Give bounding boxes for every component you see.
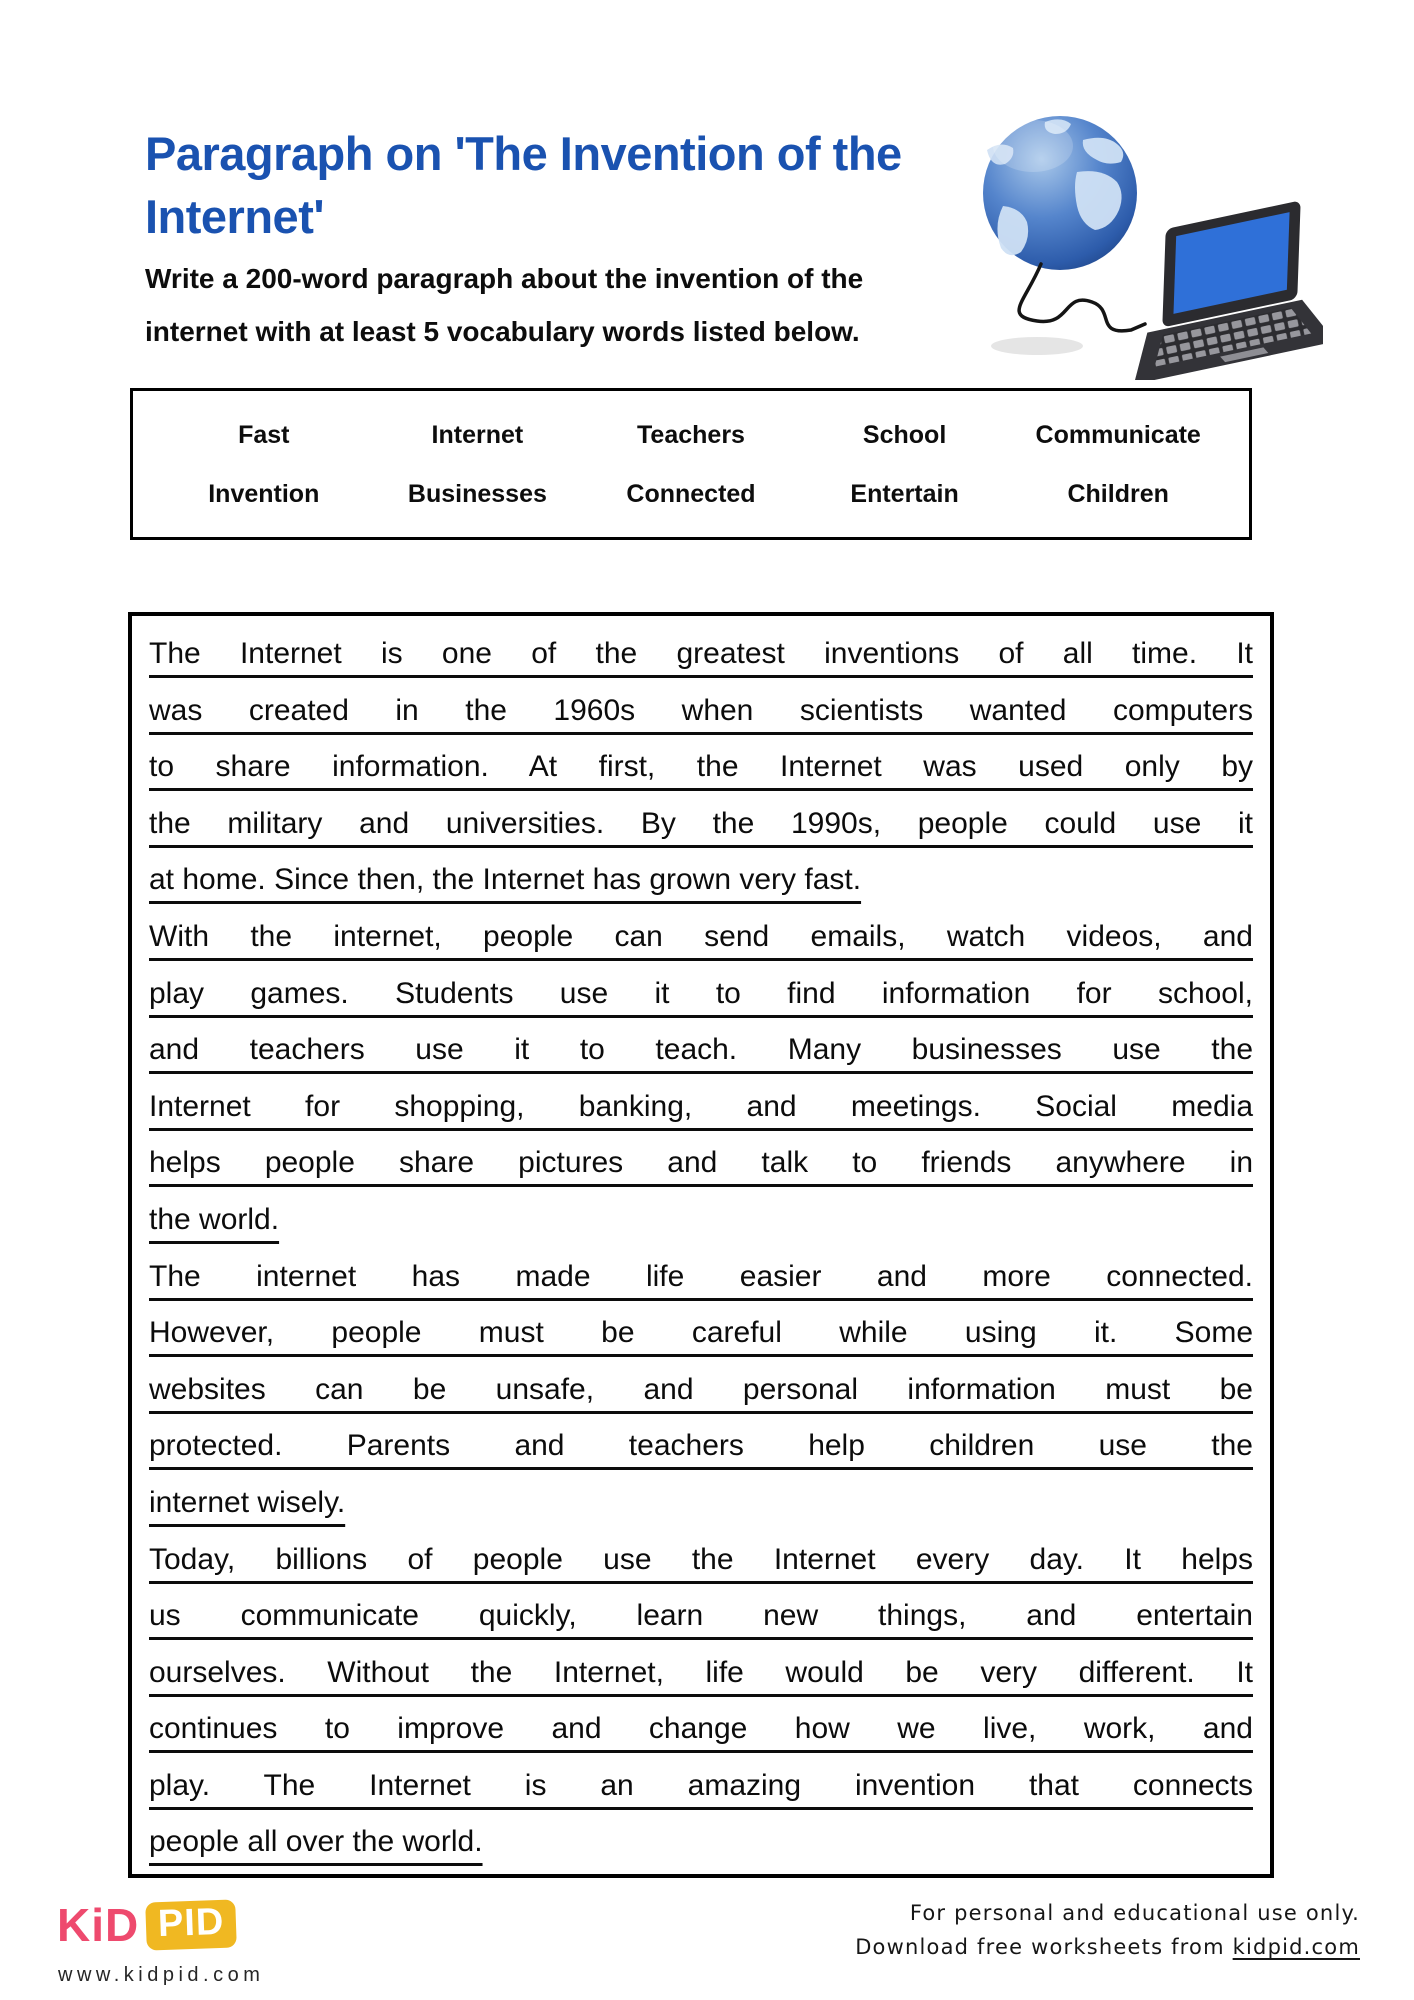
vocab-word: Internet — [431, 421, 524, 449]
essay-line: The Internet is one of the greatest inventions of all time. It — [149, 637, 1253, 670]
vocabulary-box — [130, 388, 1252, 540]
page-title-line: Internet' — [145, 190, 325, 243]
vocab-word: School — [862, 421, 947, 449]
essay-line: the military and universities. By the 1990s, people could use it — [149, 806, 1253, 840]
essay-line: Internet for shopping, banking, and meetings. Social media — [149, 1089, 1253, 1123]
footer-notice-line2 — [855, 1930, 1360, 1964]
essay-line: play games. Students use it to find information for school, — [149, 976, 1253, 1010]
footer-notice-line2-text: Download free worksheets from — [855, 1935, 1233, 1959]
vocab-word: Invention — [208, 480, 320, 508]
essay-text — [149, 626, 1253, 1871]
essay-line: websites can be unsafe, and personal information must be — [149, 1372, 1253, 1406]
footer-notice-line1: For personal and educational use only. — [909, 1901, 1360, 1925]
essay-line: continues to improve and change how we live, work, and — [149, 1712, 1253, 1746]
essay-line: ourselves. Without the Internet, life would be very different. It — [149, 1655, 1253, 1689]
vocab-word: Children — [1067, 480, 1169, 508]
essay-line: us communicate quickly, learn new things, and entertain — [149, 1599, 1253, 1633]
essay-line: people all over the world. — [149, 1825, 483, 1859]
vocab-word: Teachers — [637, 421, 745, 449]
footer-notice — [855, 1896, 1360, 1964]
essay-line: internet wisely. — [149, 1485, 346, 1519]
essay-line: With the internet, people can send emails, watch videos, and — [149, 919, 1253, 953]
kidpid-link[interactable]: kidpid.com — [1232, 1935, 1360, 1959]
essay-line: The internet has made life easier and more connected. — [149, 1259, 1253, 1293]
kidpid-logo — [57, 1898, 237, 1952]
cable-line — [1019, 264, 1145, 331]
essay-line: play. The Internet is an amazing invention that connects — [149, 1768, 1253, 1802]
essay-line: and teachers use it to teach. Many businesses use the — [149, 1033, 1253, 1067]
essay-line: to share information. At first, the Internet was used only by — [149, 750, 1253, 784]
globe-icon — [983, 116, 1137, 355]
essay-line: However, people must be careful while using it. Some — [149, 1316, 1253, 1350]
essay-box — [128, 612, 1274, 1878]
essay-line: at home. Since then, the Internet has grown very fast. — [149, 863, 862, 897]
kidpid-logo-kid: KiD — [57, 1899, 140, 1951]
essay-line: protected. Parents and teachers help children use the — [149, 1429, 1253, 1463]
vocab-word: Entertain — [850, 480, 959, 508]
globe-laptop-illustration — [945, 88, 1323, 380]
instructions-line: internet with at least 5 vocabulary words listed below. — [145, 316, 860, 347]
page-title — [145, 122, 905, 248]
kidpid-logo-pid-badge: PID — [145, 1899, 237, 1950]
essay-line: helps people share pictures and talk to friends anywhere in — [149, 1146, 1253, 1180]
page-title-line: Paragraph on 'The Invention of the — [145, 127, 902, 180]
vocab-word: Connected — [626, 480, 756, 508]
essay-line: Today, billions of people use the Internet every day. It helps — [149, 1542, 1253, 1576]
instructions-line: Write a 200-word paragraph about the invention of the — [145, 263, 864, 294]
vocabulary-grid — [157, 421, 1225, 509]
essay-line: the world. — [149, 1202, 280, 1236]
vocab-word: Businesses — [407, 480, 547, 508]
vocab-word: Fast — [238, 421, 290, 449]
laptop-icon — [1104, 199, 1323, 380]
vocab-word: Communicate — [1035, 421, 1201, 449]
website-url: www.kidpid.com — [58, 1964, 265, 1986]
instructions-text — [145, 252, 1045, 358]
essay-line: was created in the 1960s when scientists wanted computers — [149, 693, 1253, 727]
